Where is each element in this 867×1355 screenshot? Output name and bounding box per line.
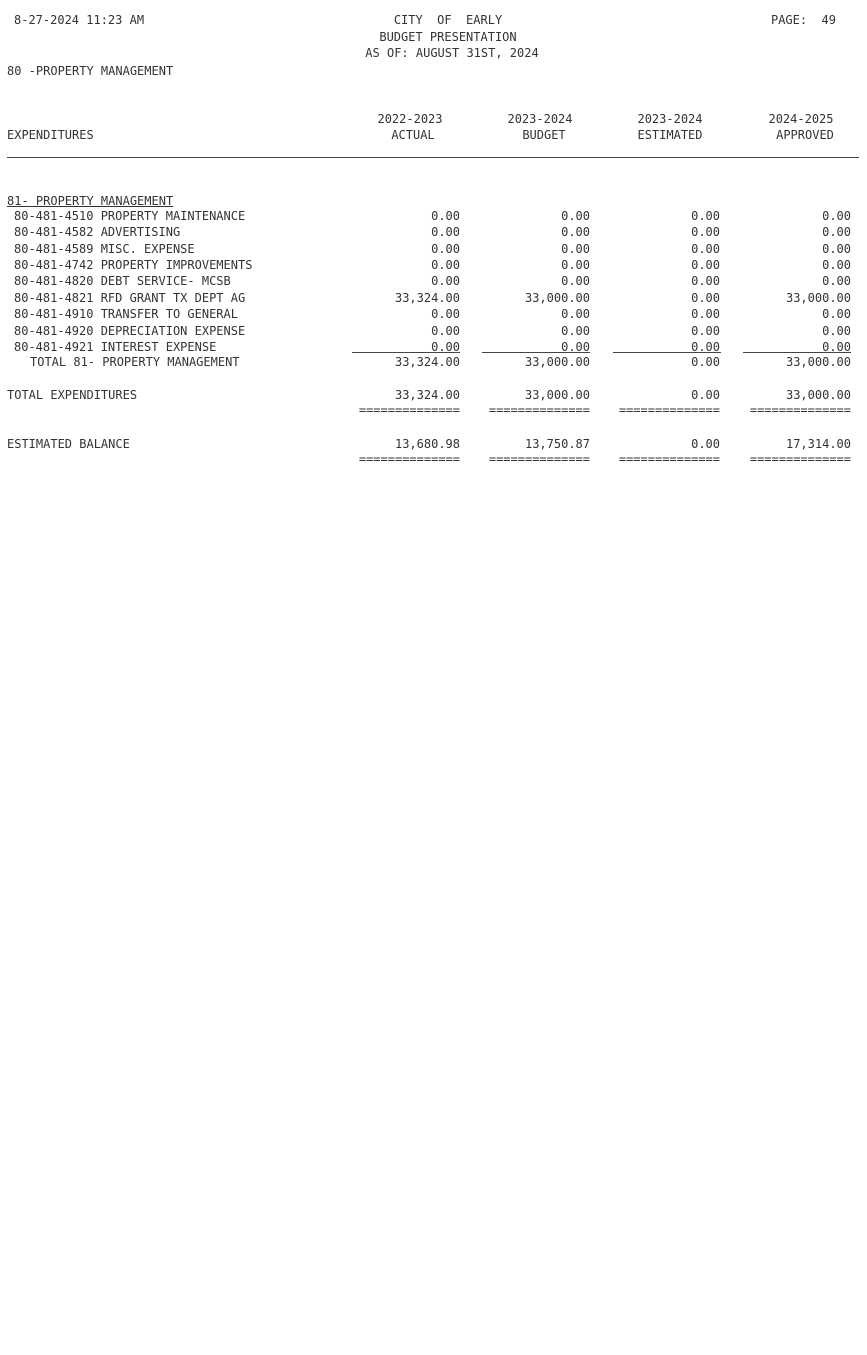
col2-label: BUDGET [522,128,566,142]
report-title: BUDGET PRESENTATION [379,30,517,44]
estimated-value: 0.00 [691,242,720,256]
report-datetime: 8-27-2024 11:23 AM [14,13,145,27]
subtotal-rule [613,352,721,353]
double-rule: ============== [618,403,720,417]
budget-value: 33,000.00 [524,355,590,369]
approved-value: 17,314.00 [785,437,851,451]
double-rule: ============== [749,452,851,466]
city-name: CITY OF EARLY [393,13,503,27]
double-rule: ============== [488,452,590,466]
estimated-value: 0.00 [691,209,720,223]
double-rule: ============== [488,403,590,417]
col1-label: ACTUAL [391,128,435,142]
budget-value: 13,750.87 [524,437,590,451]
total-label: TOTAL EXPENDITURES [7,388,138,402]
budget-value: 0.00 [561,209,590,223]
actual-value: 0.00 [431,242,460,256]
budget-value: 33,000.00 [524,388,590,402]
section-label: EXPENDITURES [7,128,94,142]
estimated-value: 0.00 [691,324,720,338]
budget-value: 0.00 [561,258,590,272]
col4-year: 2024-2025 [768,112,834,126]
approved-value: 0.00 [822,209,851,223]
account-label: 80-481-4821 RFD GRANT TX DEPT AG [14,291,246,305]
approved-value: 0.00 [822,274,851,288]
account-label: 80-481-4582 ADVERTISING [14,225,181,239]
double-rule: ============== [358,452,460,466]
account-label: 80-481-4820 DEBT SERVICE- MCSB [14,274,231,288]
approved-value: 0.00 [822,225,851,239]
report-as-of: AS OF: AUGUST 31ST, 2024 [365,46,539,60]
approved-value: 33,000.00 [785,355,851,369]
header-divider [7,157,859,158]
approved-value: 0.00 [822,324,851,338]
budget-value: 0.00 [561,242,590,256]
estimated-value: 0.00 [691,355,720,369]
budget-value: 0.00 [561,274,590,288]
col4-label: APPROVED [776,128,834,142]
actual-value: 0.00 [431,324,460,338]
subtotal-rule [352,352,460,353]
budget-value: 0.00 [561,225,590,239]
approved-value: 0.00 [822,340,851,354]
budget-value: 0.00 [561,324,590,338]
account-label: 80-481-4742 PROPERTY IMPROVEMENTS [14,258,253,272]
page-number: PAGE: 49 [770,13,836,27]
col2-year: 2023-2024 [507,112,573,126]
col1-year: 2022-2023 [377,112,443,126]
account-label: 80-481-4510 PROPERTY MAINTENANCE [14,209,246,223]
estimated-value: 0.00 [691,307,720,321]
actual-value: 0.00 [431,340,460,354]
estimated-value: 0.00 [691,291,720,305]
col3-label: ESTIMATED [637,128,703,142]
estimated-value: 0.00 [691,258,720,272]
actual-value: 0.00 [431,258,460,272]
actual-value: 33,324.00 [394,388,460,402]
fund-title: 80 -PROPERTY MANAGEMENT [7,64,174,78]
approved-value: 0.00 [822,242,851,256]
account-label: 80-481-4920 DEPRECIATION EXPENSE [14,324,246,338]
account-label: 80-481-4910 TRANSFER TO GENERAL [14,307,238,321]
department-title: 81- PROPERTY MANAGEMENT [7,194,174,208]
balance-label: ESTIMATED BALANCE [7,437,130,451]
approved-value: 33,000.00 [785,388,851,402]
actual-value: 0.00 [431,307,460,321]
col3-year: 2023-2024 [637,112,703,126]
account-label: 80-481-4589 MISC. EXPENSE [14,242,195,256]
subtotal-rule [743,352,851,353]
approved-value: 0.00 [822,307,851,321]
actual-value: 33,324.00 [394,291,460,305]
subtotal-rule [482,352,590,353]
estimated-value: 0.00 [691,225,720,239]
estimated-value: 0.00 [691,340,720,354]
double-rule: ============== [749,403,851,417]
approved-value: 0.00 [822,258,851,272]
double-rule: ============== [618,452,720,466]
double-rule: ============== [358,403,460,417]
estimated-value: 0.00 [691,274,720,288]
actual-value: 0.00 [431,225,460,239]
approved-value: 33,000.00 [785,291,851,305]
actual-value: 33,324.00 [394,355,460,369]
budget-value: 33,000.00 [524,291,590,305]
budget-value: 0.00 [561,307,590,321]
actual-value: 13,680.98 [394,437,460,451]
estimated-value: 0.00 [691,388,720,402]
estimated-value: 0.00 [691,437,720,451]
actual-value: 0.00 [431,209,460,223]
total-label: TOTAL 81- PROPERTY MANAGEMENT [30,355,240,369]
actual-value: 0.00 [431,274,460,288]
budget-value: 0.00 [561,340,590,354]
account-label: 80-481-4921 INTEREST EXPENSE [14,340,217,354]
